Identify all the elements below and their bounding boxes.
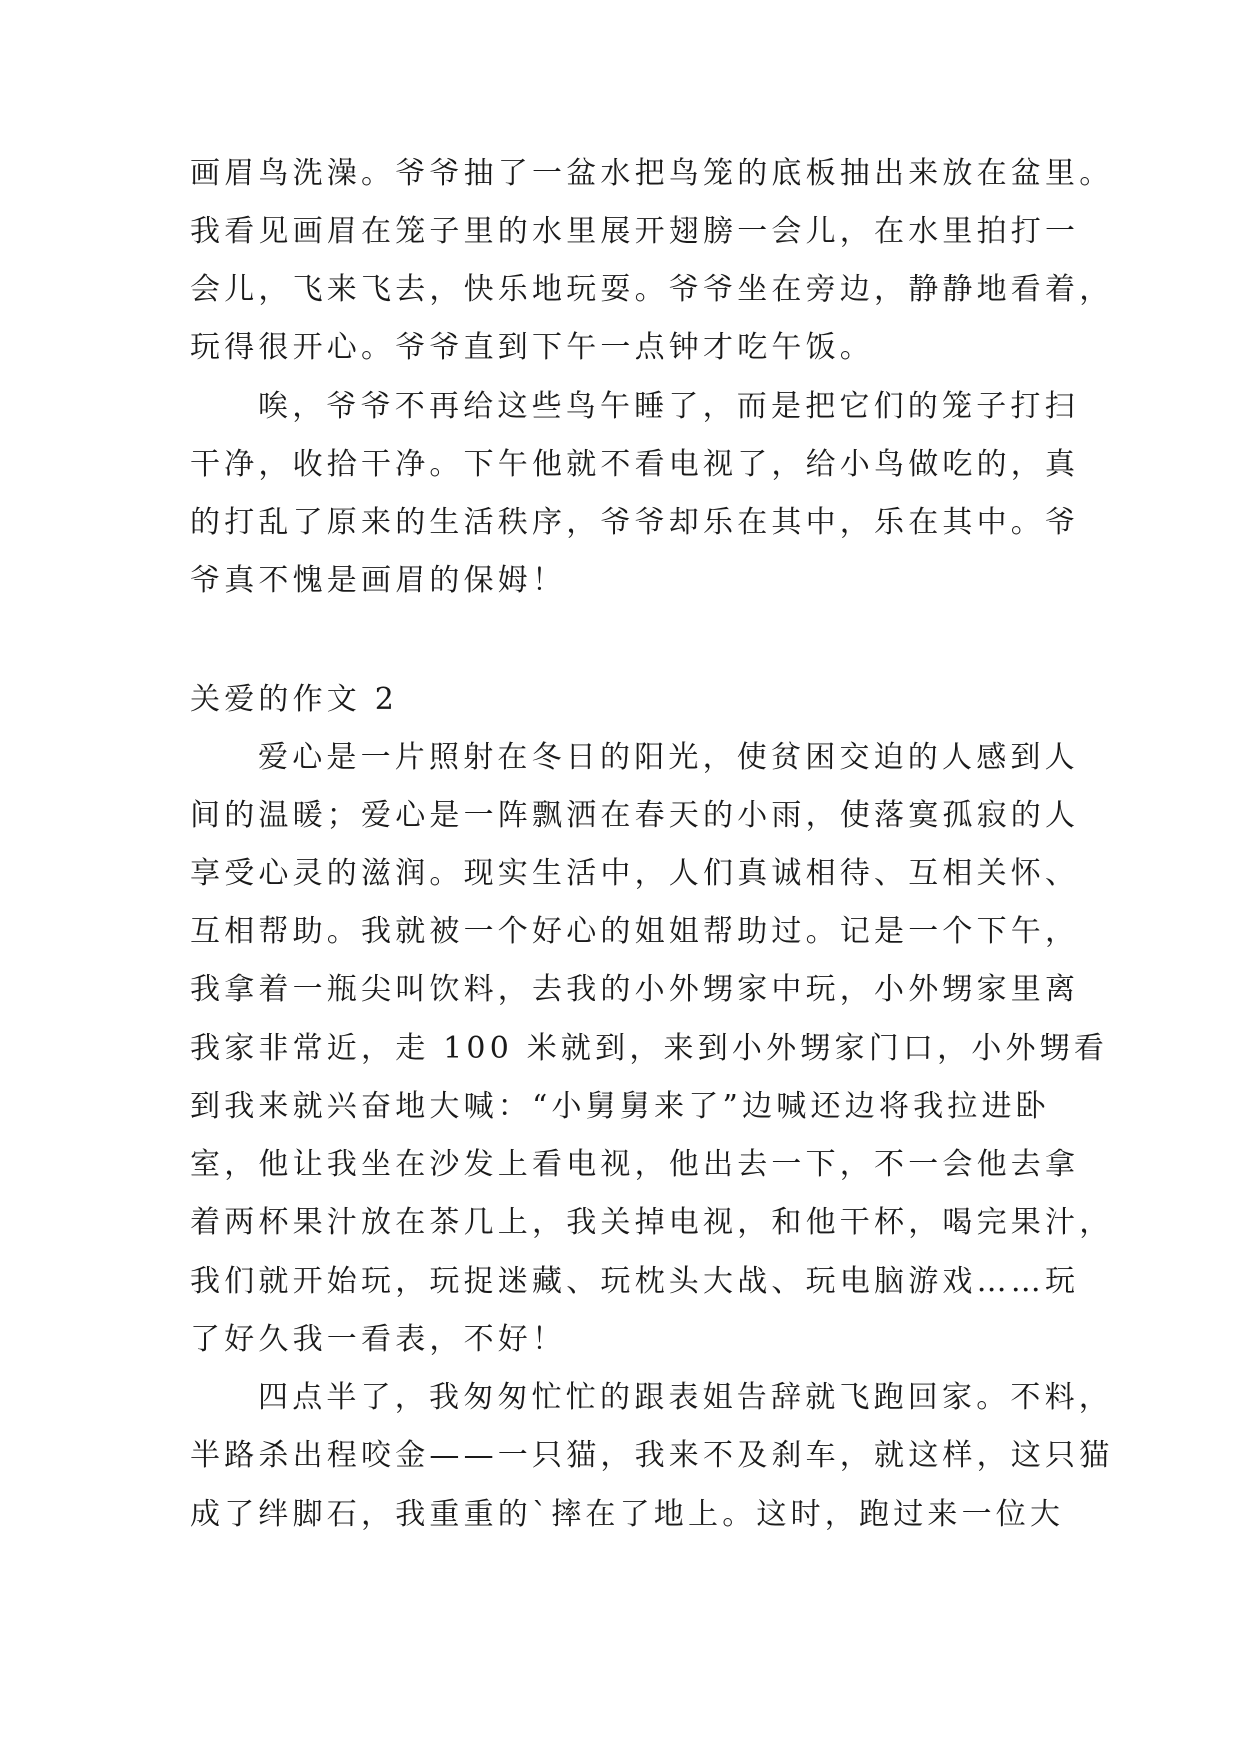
text-line: 画眉鸟洗澡。爷爷抽了一盆水把鸟笼的底板抽出来放在盆里。: [190, 156, 1114, 191]
text-line: 着两杯果汁放在茶几上，我关掉电视，和他干杯，喝完果汁，: [190, 1205, 1114, 1240]
text-line: 爷真不愧是画眉的保姆！: [190, 563, 567, 598]
text-line: 会儿，飞来飞去，快乐地玩耍。爷爷坐在旁边，静静地看着，: [190, 272, 1114, 307]
text-line: 我拿着一瓶尖叫饮料，去我的小外甥家中玩，小外甥家里离: [190, 972, 1080, 1007]
text-line: 我看见画眉在笼子里的水里展开翅膀一会儿，在水里拍打一: [190, 214, 1080, 249]
text-line: 四点半了，我匆匆忙忙的跟表姐告辞就飞跑回家。不料，: [258, 1380, 1113, 1415]
text-line: 的打乱了原来的生活秩序，爷爷却乐在其中，乐在其中。爷: [190, 505, 1080, 540]
text-line: 到我来就兴奋地大喊：“小舅舅来了”边喊还边将我拉进卧: [190, 1089, 1050, 1124]
text-line: 玩得很开心。爷爷直到下午一点钟才吃午饭。: [190, 330, 874, 365]
text-line: 互相帮助。我就被一个好心的姐姐帮助过。记是一个下午，: [190, 914, 1080, 949]
text-line: 爱心是一片照射在冬日的阳光，使贫困交迫的人感到人: [258, 740, 1079, 775]
text-line: 成了绊脚石，我重重的`摔在了地上。这时，跑过来一位大: [190, 1497, 1065, 1532]
text-line: 我们就开始玩，玩捉迷藏、玩枕头大战、玩电脑游戏……玩: [190, 1264, 1080, 1299]
text-line: 干净，收拾干净。下午他就不看电视了，给小鸟做吃的，真: [190, 447, 1080, 482]
text-line: 唉，爷爷不再给这些鸟午睡了，而是把它们的笼子打扫: [258, 389, 1079, 424]
text-line: 间的温暖；爱心是一阵飘洒在春天的小雨，使落寞孤寂的人: [190, 798, 1080, 833]
text-line: 我家非常近，走 100 米就到，来到小外甥家门口，小外甥看: [190, 1031, 1109, 1066]
text-line: 享受心灵的滋润。现实生活中，人们真诚相待、互相关怀、: [190, 856, 1080, 891]
section-title: 关爱的作文 2: [190, 682, 399, 717]
text-line: 室，他让我坐在沙发上看电视，他出去一下，不一会他去拿: [190, 1147, 1080, 1182]
text-line: 半路杀出程咬金——一只猫，我来不及刹车，就这样，这只猫: [190, 1438, 1114, 1473]
text-line: 了好久我一看表，不好！: [190, 1322, 567, 1357]
